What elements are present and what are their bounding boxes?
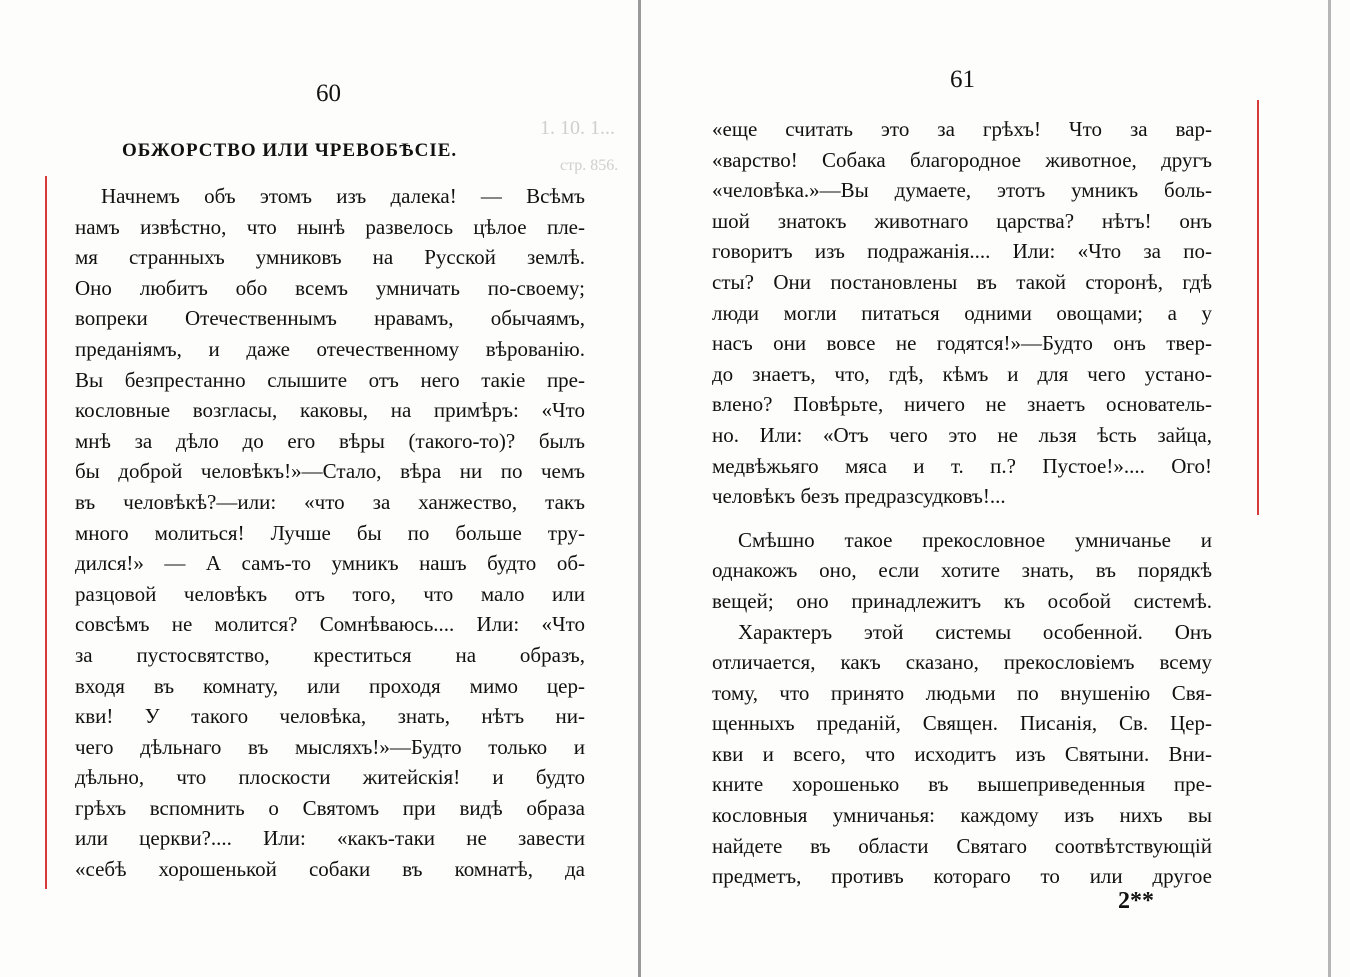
text-line: тому, что принято людьми по внушенію Свя- (712, 680, 1212, 705)
text-line: въ человѣкѣ?—или: «что за ханжество, такъ (75, 489, 585, 514)
text-line: кословныя умничанья: каждому изъ нихъ вы (712, 803, 1212, 828)
chapter-heading: ОБЖОРСТВО ИЛИ ЧРЕВОБѢСІЕ. (122, 140, 458, 161)
text-line: кните хорошенько въ вышеприведенныя пре- (712, 772, 1212, 797)
text-line: «еще считать это за грѣхъ! Что за вар- (712, 117, 1212, 141)
text-line: Смѣшно такое прекословное умничанье и (738, 527, 1212, 552)
text-line: Оно любитъ обо всемъ умничать по-своему; (75, 275, 585, 300)
page-number-right: 61 (950, 66, 975, 93)
text-line: много молиться! Лучше бы по больше тру- (75, 520, 585, 545)
text-line: Характеръ этой системы особенной. Онъ (738, 619, 1212, 644)
text-line: намъ извѣстно, что нынѣ развелось цѣлое пле- (75, 214, 585, 239)
text-line: шой знатокъ животнаго царства? нѣтъ! онъ (712, 208, 1212, 233)
text-line: мя странныхъ умниковъ на Русской землѣ. (75, 245, 585, 270)
text-line: люди могли питаться одними овощами; а у (712, 300, 1212, 325)
left-text-column (75, 181, 585, 885)
text-line: «себѣ хорошенькой собаки въ комнатѣ, да (75, 857, 585, 882)
bleed-through-text-2: стр. 856. (560, 157, 619, 174)
text-line: грѣхъ вспомнить о Святомъ при видѣ образа (75, 795, 585, 820)
text-line: или церкви?.... Или: «какъ-таки не завести (75, 826, 585, 851)
bleed-through-text: 1. 10. 1... (540, 117, 615, 139)
text-line: дѣльно, что плоскости житейскія! и будто (75, 765, 585, 790)
text-line: дился!» — А самъ-то умникъ нашъ будто об- (75, 551, 585, 576)
text-line: разцовой человѣкъ отъ того, что мало или (75, 581, 585, 606)
text-line: чего дѣльнаго въ мысляхъ!»—Будто только и (75, 734, 585, 759)
text-line: говоритъ изъ подражанія.... Или: «Что за по- (712, 239, 1212, 264)
text-line: человѣкъ безъ предразсудковъ!... (712, 484, 1006, 509)
text-line: однакожъ оно, если хотите знать, въ порядкѣ (712, 558, 1212, 583)
text-line: влено? Повѣрьте, ничего не знаетъ основатель- (712, 392, 1212, 417)
text-line: до знаетъ, что, гдѣ, кѣмъ и для чего устано- (712, 361, 1212, 386)
text-line: вопреки Отечественнымъ нравамъ, обычаямъ, (75, 306, 585, 331)
book-gutter (638, 0, 641, 977)
text-line: насъ они вовсе не годятся!»—Будто онъ твер- (712, 331, 1212, 356)
text-line: совсѣмъ не молится? Сомнѣваюсь.... Или: «Что (75, 612, 585, 637)
right-text-column (712, 114, 1212, 892)
text-line: кви! У такого человѣка, знать, нѣтъ ни- (75, 704, 585, 729)
text-line: входя въ комнату, или проходя мимо цер- (75, 673, 585, 698)
text-line: медвѣжьяго мяса и т. п.? Пустое!».... Ого! (712, 453, 1212, 478)
text-line: кви и всего, что исходитъ изъ Святыни. Вни- (712, 741, 1212, 766)
text-line: за пустосвятство, креститься на образъ, (75, 642, 585, 667)
text-line: Вы безпрестанно слышите отъ него такіе пре- (75, 367, 585, 392)
text-line: «варство! Собака благородное животное, другъ (712, 147, 1212, 172)
text-line: вещей; оно принадлежитъ къ особой системѣ. (712, 588, 1212, 613)
text-line: предметъ, противъ котораго то или другое (712, 864, 1212, 889)
text-line: «человѣка.»—Вы думаете, этотъ умникъ боль- (712, 178, 1212, 203)
text-line: мнѣ за дѣло до его вѣры (такого-то)? былъ (75, 428, 585, 453)
margin-mark-right (1257, 100, 1259, 515)
text-line: но. Или: «Отъ чего это не льзя ѣсть зайца, (712, 422, 1212, 447)
text-line: Начнемъ объ этомъ изъ далека! — Всѣмъ (101, 184, 585, 208)
page-edge (1328, 0, 1331, 977)
page-number-left: 60 (316, 80, 341, 107)
text-line: отличается, какъ сказано, прекословіемъ всему (712, 650, 1212, 675)
margin-mark-left (45, 176, 47, 889)
text-line: щенныхъ преданій, Священ. Писанія, Св. Цер- (712, 711, 1212, 736)
text-line: бы доброй человѣкъ!»—Стало, вѣра ни по чемъ (75, 459, 585, 484)
text-line: кословные возгласы, каковы, на примѣръ: «Что (75, 398, 585, 423)
signature-mark: 2** (1118, 888, 1154, 914)
text-line: преданіямъ, и даже отечественному вѣрованію. (75, 336, 585, 361)
text-line: сты? Они постановлены въ такой сторонѣ, гдѣ (712, 269, 1212, 294)
text-line: найдете въ области Святаго соотвѣтствующій (712, 833, 1212, 858)
